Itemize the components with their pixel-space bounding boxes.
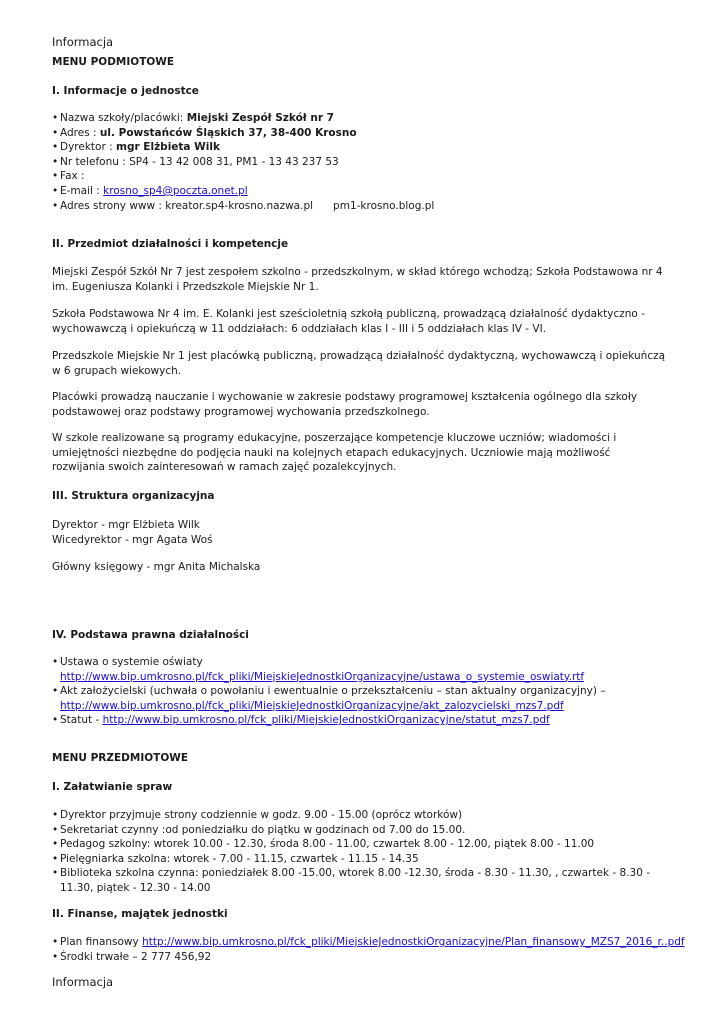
list-item: • Środki trwałe – 2 777 456,92: [52, 950, 677, 965]
accountant-line: Główny księgowy - mgr Anita Michalska: [52, 561, 261, 573]
paragraph: Miejski Zespół Szkół Nr 7 jest zespołem szkolno - przedszkolnym, w skład którego wchodzą; Szkoła Podstawowa nr 4 im. Eugeniusza Kolanki i Przedszkole Miejskie Nr 1.: [52, 266, 663, 293]
section-finanse-heading: II. Finanse, majątek jednostki: [52, 908, 228, 920]
list-item: • Ustawa o systemie oświaty http://www.bip.umkrosno.pl/fck_pliki/MiejskieJednostkiOrganizacyjne/ustawa_o_systemie_oswiaty.rtf: [52, 655, 677, 684]
finance-list: [52, 935, 685, 964]
list-item: • Dyrektor przyjmuje strony codziennie w godz. 9.00 - 15.00 (oprócz wtorków): [52, 808, 677, 823]
list-item: • Fax :: [52, 169, 677, 184]
list-item: • Adres strony www : kreator.sp4-krosno.nazwa.pl pm1-krosno.blog.pl: [52, 199, 677, 214]
list-item: • Pedagog szkolny: wtorek 10.00 - 12.30, środa 8.00 - 11.00, czwartek 8.00 - 12.00, piątek 8.00 - 11.00: [52, 837, 677, 852]
list-item: • Biblioteka szkolna czynna: poniedziałek 8.00 -15.00, wtorek 8.00 -12.30, środa - 8.30 - 11.30, , czwartek - 8.30 - 11.30, piątek - 12.30 - 14.00: [52, 866, 652, 895]
section-podstawa-heading: IV. Podstawa prawna działalności: [52, 629, 249, 641]
list-item: • Sekretariat czynny :od poniedziałku do piątku w godzinach od 7.00 do 15.00.: [52, 823, 677, 838]
list-item: • Plan finansowy http://www.bip.umkrosno.pl/fck_pliki/MiejskieJednostkiOrganizacyjne/Plan_finansowy_MZS7_2016_r..pdf: [52, 935, 677, 950]
institution-info-list: [52, 111, 677, 213]
list-item: • E-mail : krosno_sp4@poczta.onet.pl: [52, 184, 677, 199]
section-zalatwianie-heading: I. Załatwianie spraw: [52, 781, 173, 793]
paragraph: W szkole realizowane są programy edukacyjne, poszerzające kompetencje kluczowe uczniów; wiadomości i umiejętności niezbędne do podjęcia nauki na kolejnych etapach edukacyjnych. Uczniowie mają możliwość rozwijania swoich zainteresowań w ramach zajęć pozalekcyjnych.: [52, 432, 617, 473]
email-link[interactable]: krosno_sp4@poczta.onet.pl: [103, 184, 248, 197]
section-struktura-heading: III. Struktura organizacyjna: [52, 490, 215, 502]
vice-director-line: Wicedyrektor - mgr Agata Woś: [52, 534, 213, 546]
ustawa-link[interactable]: http://www.bip.umkrosno.pl/fck_pliki/MiejskieJednostkiOrganizacyjne/ustawa_o_systemie_oswiaty.rtf: [60, 670, 585, 683]
office-hours-list: [52, 808, 677, 896]
list-item: • Akt założycielski (uchwała o powołaniu i ewentualnie o przekształceniu – stan aktualny organizacyjny) – http://www.bip.umkrosno.pl/fck_pliki/MiejskieJednostkiOrganizacyjne/akt_zalozycielski_mzs7.pdf: [52, 684, 677, 713]
paragraph: Placówki prowadzą nauczanie i wychowanie w zakresie podstawy programowej kształcenia ogólnego dla szkoły podstawowej oraz podstawy programowej wychowania przedszkolnego.: [52, 391, 638, 418]
paragraph: Przedszkole Miejskie Nr 1 jest placówką publiczną, prowadzącą działalność dydaktyczną, wychowawczą i opiekuńczą w 6 grupach wiekowych.: [52, 350, 676, 377]
legal-basis-list: [52, 655, 677, 728]
page-header-title: Informacja: [52, 35, 114, 49]
list-item: • Nr telefonu : SP4 - 13 42 008 31, PM1 - 13 43 237 53: [52, 155, 677, 170]
akt-zalozycielski-link[interactable]: http://www.bip.umkrosno.pl/fck_pliki/MiejskieJednostkiOrganizacyjne/akt_zalozycielski_mzs7.pdf: [60, 699, 564, 712]
plan-finansowy-link[interactable]: http://www.bip.umkrosno.pl/fck_pliki/MiejskieJednostkiOrganizacyjne/Plan_finansowy_MZS7_2016_r..pdf: [142, 936, 685, 948]
section-informacje-heading: I. Informacje o jednostce: [52, 85, 199, 97]
menu-podmiotowe-heading: MENU PODMIOTOWE: [52, 56, 175, 68]
list-item: • Statut - http://www.bip.umkrosno.pl/fck_pliki/MiejskieJednostkiOrganizacyjne/statut_mzs7.pdf: [52, 713, 677, 728]
director-line: Dyrektor - mgr Elżbieta Wilk: [52, 519, 200, 531]
list-item: • Pielęgniarka szkolna: wtorek - 7.00 - 11.15, czwartek - 11.15 - 14.35: [52, 852, 677, 867]
list-item: • Nazwa szkoły/placówki: Miejski Zespół Szkół nr 7: [52, 111, 677, 126]
list-item: • Dyrektor : mgr Elżbieta Wilk: [52, 140, 677, 155]
statut-link[interactable]: http://www.bip.umkrosno.pl/fck_pliki/MiejskieJednostkiOrganizacyjne/statut_mzs7.pdf: [102, 714, 550, 727]
list-item: • Adres : ul. Powstańców Śląskich 37, 38-400 Krosno: [52, 126, 677, 141]
menu-przedmiotowe-heading: MENU PRZEDMIOTOWE: [52, 752, 188, 764]
paragraph: Szkoła Podstawowa Nr 4 im. E. Kolanki jest sześcioletnią szkołą publiczną, prowadzącą działalność dydaktyczno - wychowawczą i opiekuńczą w 11 oddziałach: 6 oddziałach klas I - III i 5 oddziałach klas IV - VI.: [52, 308, 645, 335]
section-przedmiot-heading: II. Przedmiot działalności i kompetencje: [52, 238, 289, 250]
page-footer-title: Informacja: [52, 975, 114, 989]
